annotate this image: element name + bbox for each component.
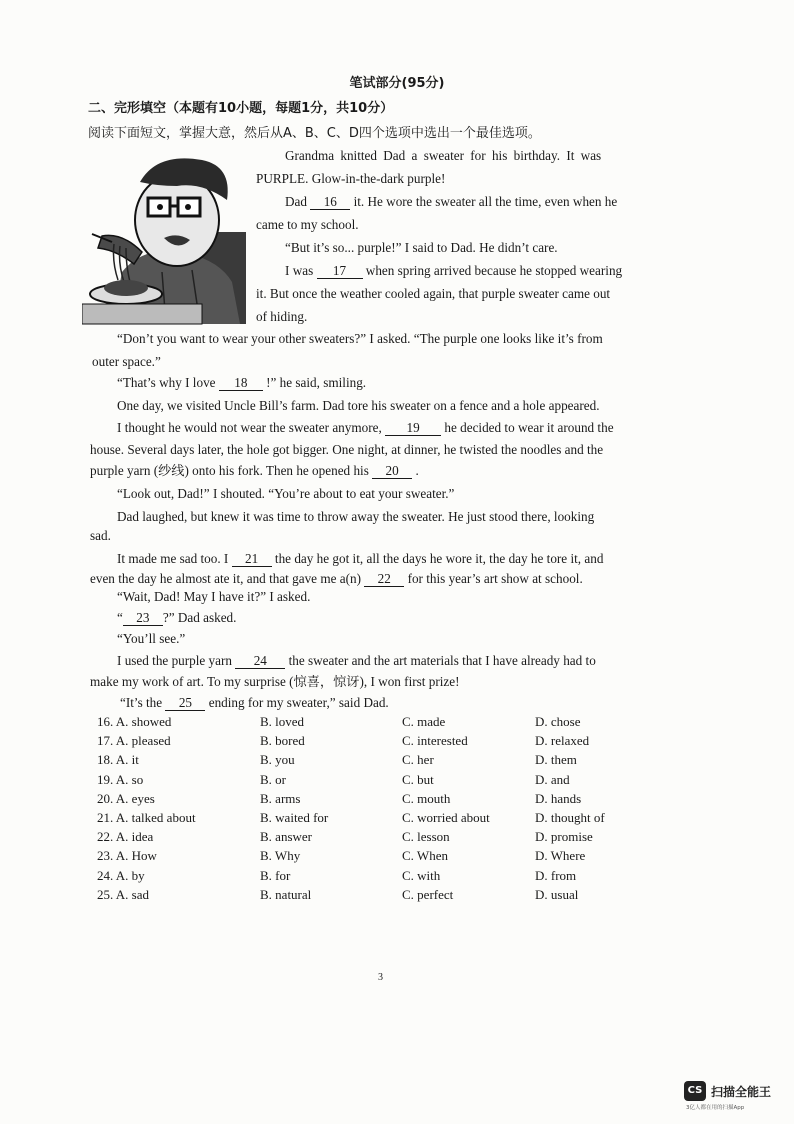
option-c: C. with [402, 867, 441, 883]
option-b: B. answer [260, 829, 312, 845]
passage-line: of hiding. [256, 309, 308, 324]
page-number: 3 [378, 972, 383, 983]
option-c: C. worried about [402, 810, 490, 825]
passage-text: ending for my sweater,” said Dad. [208, 695, 389, 710]
section-heading: 二、完形填空（本题有10小题，每题1分，共10分） [88, 101, 394, 116]
passage-text: it. He wore the sweater all the time, even when he [353, 194, 618, 209]
passage-line [117, 551, 603, 567]
passage-line: came to my school. [256, 217, 359, 232]
option-d: D. thought of [535, 810, 605, 825]
option-d: D. Where [535, 848, 586, 864]
option-d: D. and [535, 771, 570, 787]
passage-line: “You’ll see.” [117, 631, 186, 646]
passage-text: for this year’s art show at school. [407, 571, 583, 586]
logo-tagline: 3亿人都在用的扫描App [686, 1105, 745, 1111]
passage-text: he decided to wear it around the [444, 420, 614, 435]
passage-line: “But it’s so... purple!” I said to Dad. He didn’t care. [285, 240, 558, 255]
blank-18: 18 [219, 376, 263, 391]
blank-24: 24 [235, 654, 285, 669]
passage-text: I used the purple yarn [117, 653, 232, 668]
passage-line: house. Several days later, the hole got bigger. One night, at dinner, he twisted the noodles and the [90, 442, 604, 457]
option-d: D. chose [535, 714, 581, 729]
passage-text: “It’s the [120, 695, 163, 710]
option-a: 25. A. sad [97, 886, 149, 902]
passage-text: I thought he would not wear the sweater anymore, [117, 420, 382, 435]
option-b: B. for [260, 867, 291, 883]
blank-21: 21 [232, 552, 272, 567]
option-b: B. arms [260, 790, 301, 806]
passage-line: Grandma knitted Dad a sweater for his birthday. It was [285, 148, 602, 163]
option-a: 22. A. idea [97, 829, 154, 845]
passage-line: it. But once the weather cooled again, that purple sweater came out [256, 286, 611, 301]
instruction-text: 阅读下面短文，掌握大意，然后从A、B、C、D四个选项中选出一个最佳选项。 [88, 126, 541, 141]
option-c: C. her [402, 752, 434, 768]
passage-text: the sweater and the art materials that I have already had to [288, 653, 596, 668]
option-a: 19. A. so [97, 771, 144, 787]
option-b: B. loved [260, 714, 305, 729]
option-c: C. but [402, 771, 434, 787]
option-a: 18. A. it [97, 752, 139, 768]
passage-text: !” he said, smiling. [266, 375, 367, 390]
cs-logo-icon: CS [684, 1081, 706, 1101]
passage-line: “Don’t you want to wear your other sweaters?” I asked. “The purple one looks like it’s from [117, 331, 603, 346]
blank-22: 22 [364, 572, 404, 587]
passage-line [285, 194, 617, 210]
passage-text: It made me sad too. I [117, 551, 229, 566]
option-d: D. usual [535, 886, 579, 902]
passage-line: Dad laughed, but knew it was time to throw away the sweater. He just stood there, looking [117, 509, 595, 524]
page-title: 笔试部分(95分) [349, 76, 445, 91]
passage-text: the day he got it, all the days he wore it, the day he tore it, and [274, 551, 604, 566]
passage-text: “That’s why I love [117, 375, 216, 390]
passage-text: “ [117, 610, 123, 625]
passage-text: even the day he almost ate it, and that gave me a(n) [90, 571, 361, 586]
option-c: C. made [402, 714, 446, 729]
option-b: B. Why [260, 848, 301, 864]
passage-line: “Wait, Dad! May I have it?” I asked. [117, 589, 311, 604]
passage-text: when spring arrived because he stopped wearing [365, 263, 623, 278]
blank-20: 20 [372, 464, 412, 479]
passage-line [120, 695, 389, 711]
blank-17: 17 [317, 264, 363, 279]
passage-line: outer space.” [92, 354, 161, 369]
option-b: B. waited for [260, 810, 329, 825]
option-d: D. them [535, 752, 577, 768]
option-b: B. you [260, 752, 295, 768]
blank-25: 25 [165, 696, 205, 711]
passage-line [117, 610, 236, 626]
passage-text: purple yarn (纱线) onto his fork. Then he opened his [90, 463, 369, 478]
option-d: D. from [535, 867, 577, 883]
passage-line: make my work of art. To my surprise (惊喜，惊讶), I won first prize! [90, 674, 460, 689]
option-d: D. hands [535, 790, 582, 806]
option-b: B. natural [260, 886, 312, 902]
option-b: B. or [260, 771, 286, 787]
passage-text: ?” Dad asked. [162, 610, 237, 625]
scanner-app-logo [684, 1081, 784, 1111]
blank-19: 19 [385, 421, 441, 436]
option-d: D. relaxed [535, 733, 590, 749]
passage-line: PURPLE. Glow-in-the-dark purple! [256, 171, 446, 186]
option-a: 23. A. How [97, 848, 157, 864]
passage-line [90, 463, 419, 479]
logo-name: 扫描全能王 [711, 1085, 772, 1099]
option-a: 16. A. showed [97, 714, 172, 729]
passage-line [117, 653, 596, 669]
option-d: D. promise [535, 829, 593, 845]
passage-text: I was [285, 263, 314, 278]
passage-text: . [415, 463, 419, 478]
blank-16: 16 [310, 195, 350, 210]
option-c: C. perfect [402, 886, 454, 902]
passage-text: Dad [285, 194, 307, 209]
option-a: 17. A. pleased [97, 733, 171, 749]
passage-line [90, 571, 583, 587]
option-c: C. lesson [402, 829, 450, 845]
option-c: C. When [402, 848, 448, 864]
passage-line: “Look out, Dad!” I shouted. “You’re about to eat your sweater.” [117, 486, 455, 501]
option-c: C. interested [402, 733, 468, 749]
option-a: 21. A. talked about [97, 810, 196, 825]
passage-line: One day, we visited Uncle Bill’s farm. Dad tore his sweater on a fence and a hole appeared. [117, 398, 600, 413]
passage-line [285, 263, 622, 279]
option-b: B. bored [260, 733, 305, 749]
option-a: 24. A. by [97, 867, 145, 883]
passage-line [117, 375, 366, 391]
option-c: C. mouth [402, 790, 451, 806]
passage-line: sad. [90, 528, 111, 543]
dad-eating-noodles-illustration [82, 152, 252, 328]
passage-line [117, 420, 614, 436]
blank-23: 23 [123, 611, 163, 626]
option-a: 20. A. eyes [97, 790, 155, 806]
